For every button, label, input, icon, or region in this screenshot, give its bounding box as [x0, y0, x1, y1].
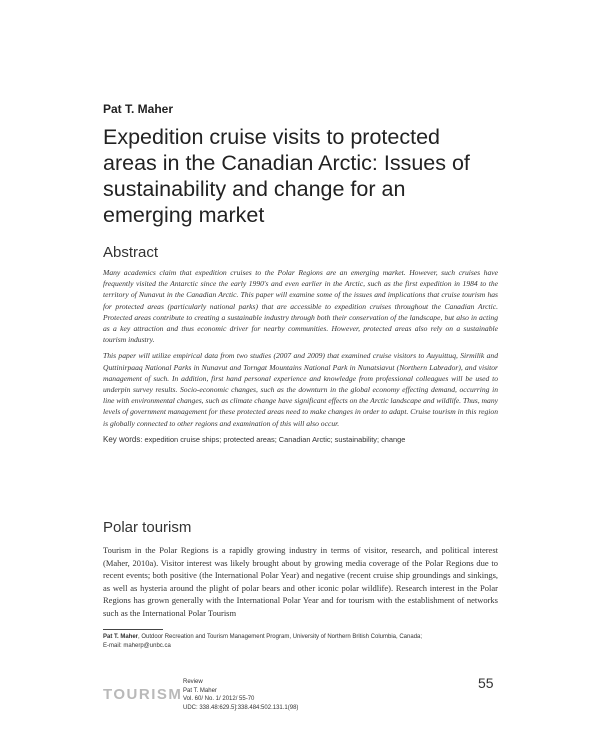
abstract-heading: Abstract	[103, 244, 159, 261]
footnote-email: E-mail: maherp@unbc.ca	[103, 643, 171, 649]
keywords-line	[103, 434, 498, 445]
page-number: 55	[478, 675, 494, 691]
footnote-author-name: Pat T. Maher	[103, 634, 139, 640]
abstract-paragraph-2: This paper will utilize empirical data from two studies (2007 and 2009) that examined cruise visitors to Auyuittuq, Sirmilik and Quttinirpaaq National Parks in Nunavut and Torngat Mountains National Park in Nunatsiavut (Northern Labrador), and visitor management of such. In addition, first hand personal experience and knowledge from professional colleagues will be used to underpin survey results. Socio-economic changes, such as the downturn in the global economy effecting demand, occurring in line with environmental changes, such as climate change have significant effects on the Arctic landscape and wildlife. Thus, many levels of government management for these protected areas need to make changes in order to adapt. Cruise tourism in this region is globally connected to other regions and examination of this will also occur.	[103, 351, 498, 428]
keywords-label: Key words	[103, 434, 141, 444]
keywords-text: : expedition cruise ships; protected areas; Canadian Arctic; sustainability; change	[140, 434, 406, 444]
journal-logo: TOURISM	[103, 686, 183, 703]
abstract-body	[103, 267, 498, 445]
udc-code: UDC: 338.48:629.5]:338.484:502.131.1(98)	[183, 704, 299, 711]
footnote-affiliation: , Outdoor Recreation and Tourism Management Program, University of Northern British Columbia, Canada;	[138, 634, 423, 640]
author-affiliation-footnote	[103, 633, 503, 651]
article-type: Review	[183, 679, 203, 685]
footnote-divider	[103, 629, 163, 630]
article-title: Expedition cruise visits to protected areas in the Canadian Arctic: Issues of sustainability and change for an emerging market	[103, 125, 470, 227]
volume-info: Vol. 60/ No. 1/ 2012/ 55-70	[183, 696, 255, 702]
metadata-author: Pat T. Maher	[183, 687, 217, 694]
abstract-paragraph-1: Many academics claim that expedition cruises to the Polar Regions are an emerging market. However, such cruises have frequently visited the Antarctic since the early 1990's and even earlier in the Arctic, such as the first expedition in 1984 to the territory of Nunavut in the Canadian Arctic. This paper will examine some of the issues and implications that cruise tourism has for protected areas (particularly national parks) that are accessible to expedition cruises throughout the Canadian Arctic. Protected areas contribute to creating a sustainable industry through both their conservation of the landscape, but also in acting as a key attraction and thus economic driver for nearby communities. However, protected areas also rely on a sustainable tourism industry.	[103, 268, 498, 345]
section-heading: Polar tourism	[103, 519, 192, 536]
author-name: Pat T. Maher	[103, 102, 174, 116]
section-body-text: Tourism in the Polar Regions is a rapidly growing industry in terms of visitor, research, and political interest (Maher, 2010a). Visitor interest was likely brought about by growing media coverage of the Polar Regions due to recent events; both positive (the International Polar Year) and negative (recent cruise ship groundings and sinkings, as well as hysteria around the plight of polar bears and other iconic polar wildlife). Research interest in the Polar Regions has grown generally with the International Polar Year and for tourism with the establishment of networks such as the International Polar Tourism	[103, 545, 498, 618]
article-metadata	[183, 678, 298, 712]
